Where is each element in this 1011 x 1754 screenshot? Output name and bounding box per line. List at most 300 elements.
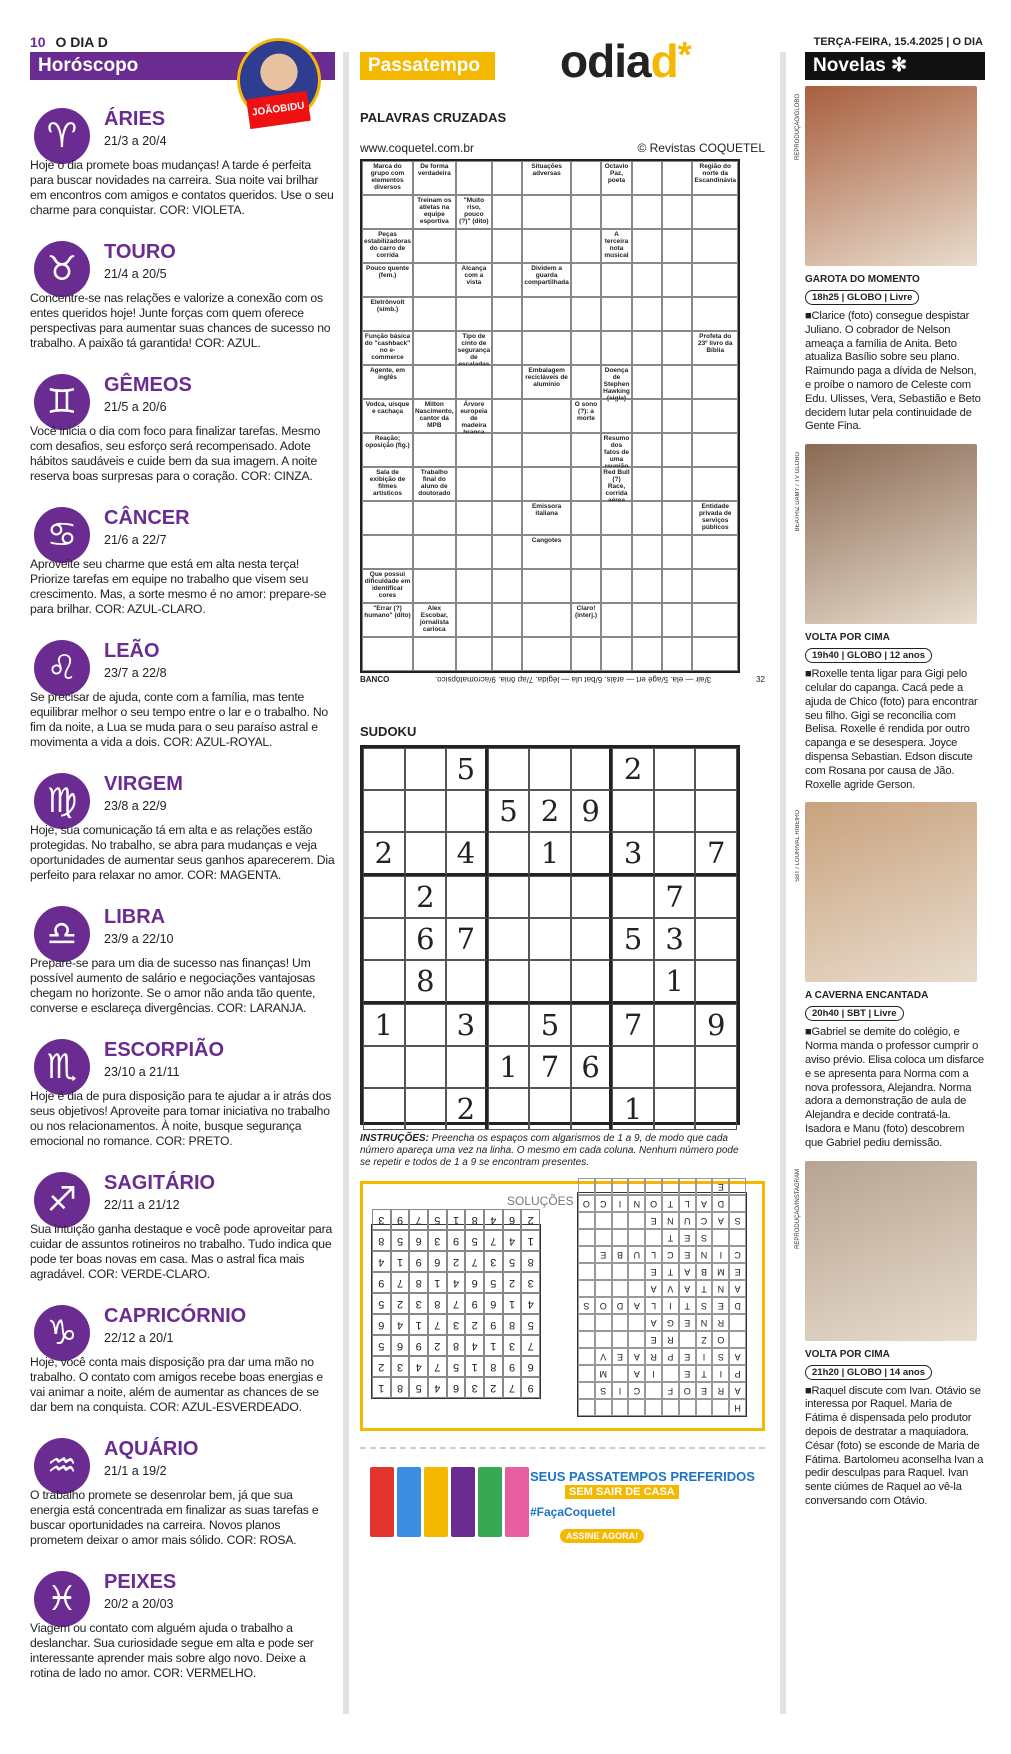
crossword-cell[interactable] — [571, 229, 601, 263]
sudoku-cell[interactable] — [654, 748, 696, 790]
crossword-cell[interactable] — [413, 365, 456, 399]
sudoku-cell[interactable]: 5 — [488, 790, 530, 832]
crossword-footer — [360, 675, 765, 684]
horoscope-sign — [30, 1561, 335, 1694]
crossword-cell[interactable] — [692, 365, 738, 399]
sudoku-cell[interactable] — [612, 1046, 654, 1088]
crossword-cell[interactable] — [601, 297, 632, 331]
solution-cell: 3 — [409, 1293, 428, 1314]
crossword-clue: Resumo dos fatos de uma — [601, 433, 632, 467]
brand-name: O DIA — [952, 36, 983, 48]
sudoku-cell[interactable] — [571, 748, 613, 790]
crossword-grid[interactable] — [360, 159, 740, 673]
sudoku-cell[interactable] — [405, 1046, 447, 1088]
sign-text: Hoje é dia de pura disposição para te ajudar a ir atrás dos seus objetivos! Aproveite para tomar iniciativa no trabalho ou nos relacionamentos. À noite, busque segurança emocional no romance. COR: PRETO. — [30, 1089, 332, 1148]
sudoku-cell[interactable] — [363, 960, 405, 1004]
sudoku-cell[interactable] — [571, 960, 613, 1004]
crossword-cell[interactable] — [662, 569, 692, 603]
sudoku-cell[interactable] — [529, 918, 571, 960]
solution-letter: I — [712, 1246, 729, 1263]
crossword-cell[interactable] — [413, 263, 456, 297]
sudoku-cell[interactable] — [488, 1088, 530, 1130]
solution-letter — [628, 1263, 645, 1280]
sudoku-cell[interactable]: 2 — [363, 832, 405, 876]
crossword-cell[interactable] — [492, 569, 522, 603]
crossword-cell[interactable] — [662, 297, 692, 331]
solution-letter — [662, 1399, 679, 1416]
crossword-cell[interactable] — [571, 263, 601, 297]
sudoku-cell[interactable] — [488, 1004, 530, 1046]
sign-text: Se precisar de ajuda, conte com a família, mas tente equilibrar melhor o seu tempo entre o lar e o trabalho. No fim da noite, a Lua se muda para o seu paraíso astral e movimenta a vida a dois. COR: AZUL-ROYAL. — [30, 690, 328, 749]
sudoku-cell[interactable] — [612, 960, 654, 1004]
section-title: Novelas — [813, 55, 886, 76]
crossword-cell[interactable] — [692, 433, 738, 467]
sudoku-cell[interactable]: 9 — [571, 790, 613, 832]
crossword-cell[interactable] — [662, 603, 692, 637]
solution-cell: 9 — [409, 1251, 428, 1272]
sudoku-cell[interactable]: 4 — [446, 832, 488, 876]
sudoku-grid[interactable] — [360, 745, 740, 1125]
sudoku-cell[interactable]: 5 — [529, 1004, 571, 1046]
crossword-cell[interactable] — [632, 365, 662, 399]
crossword-cell[interactable] — [662, 535, 692, 569]
coquetel-ad[interactable] — [360, 1447, 765, 1557]
magazine-cover — [505, 1467, 529, 1537]
crossword-cell[interactable] — [571, 433, 601, 467]
crossword-cell[interactable] — [692, 399, 738, 433]
solution-letter: A — [628, 1297, 645, 1314]
sudoku-cell[interactable] — [446, 960, 488, 1004]
sudoku-cell[interactable] — [446, 876, 488, 918]
sudoku-cell[interactable] — [529, 1088, 571, 1130]
crossword-cell[interactable] — [522, 195, 570, 229]
crossword-cell[interactable] — [662, 263, 692, 297]
crossword-cell[interactable] — [662, 637, 692, 671]
crossword-cell[interactable] — [632, 535, 662, 569]
sudoku-cell[interactable] — [695, 790, 737, 832]
solution-cell: 2 — [465, 1314, 484, 1335]
crossword-cell[interactable] — [492, 297, 522, 331]
sudoku-cell[interactable] — [654, 1004, 696, 1046]
solution-letter: E — [679, 1314, 696, 1331]
sudoku-cell[interactable]: 1 — [612, 1088, 654, 1130]
solution-letter: A — [628, 1365, 645, 1382]
sudoku-cell[interactable]: 3 — [654, 918, 696, 960]
crossword-cell[interactable] — [632, 297, 662, 331]
crossword-cell[interactable] — [692, 263, 738, 297]
sudoku-cell[interactable] — [446, 790, 488, 832]
sudoku-cell[interactable]: 2 — [405, 876, 447, 918]
solution-letter: O — [712, 1331, 729, 1348]
solution-cell: 6 — [372, 1314, 391, 1335]
sudoku-cell[interactable]: 5 — [446, 748, 488, 790]
crossword-cell[interactable] — [662, 501, 692, 535]
novela-photo — [805, 1161, 977, 1341]
solution-letter: E — [679, 1229, 696, 1246]
crossword-cell[interactable] — [692, 297, 738, 331]
sudoku-cell[interactable]: 3 — [612, 832, 654, 876]
sudoku-cell[interactable] — [405, 1004, 447, 1046]
crossword-cell[interactable] — [492, 399, 522, 433]
solution-letter: O — [578, 1195, 595, 1212]
crossword-cell[interactable] — [601, 603, 632, 637]
crossword-cell[interactable] — [632, 263, 662, 297]
solution-letter: A — [679, 1280, 696, 1297]
solution-cell: 3 — [391, 1356, 410, 1377]
solution-letter: O — [679, 1382, 696, 1399]
sudoku-cell[interactable] — [488, 960, 530, 1004]
sudoku-cell[interactable] — [488, 918, 530, 960]
solution-letter: U — [679, 1212, 696, 1229]
crossword-cell[interactable] — [601, 535, 632, 569]
solution-cell: 3 — [372, 1209, 391, 1230]
crossword-cell[interactable] — [632, 399, 662, 433]
sudoku-cell[interactable]: 3 — [446, 1004, 488, 1046]
crossword-cell[interactable] — [522, 229, 570, 263]
sudoku-cell[interactable] — [612, 876, 654, 918]
sudoku-cell[interactable] — [363, 1046, 405, 1088]
crossword-cell[interactable] — [492, 263, 522, 297]
crossword-cell[interactable] — [456, 161, 493, 195]
sudoku-cell[interactable] — [529, 876, 571, 918]
crossword-cell[interactable] — [492, 365, 522, 399]
crossword-cell[interactable] — [413, 433, 456, 467]
solution-cell: 2 — [521, 1209, 540, 1230]
sign-text: Viagem ou contato com alguém ajuda o trabalho a deslanchar. Sua curiosidade segue em alta e pode ser interessante aprender mais sobre algo novo. Deixe a rotina de lado no amor. COR: VERMELHO. — [30, 1621, 314, 1680]
solution-cell: 7 — [428, 1314, 447, 1335]
solution-cell: 3 — [447, 1314, 466, 1335]
crossword-cell[interactable] — [522, 297, 570, 331]
sudoku-cell[interactable] — [405, 832, 447, 876]
sudoku-cell[interactable] — [363, 876, 405, 918]
crossword-clue: Tipo de cinto de segurança de escaladas — [457, 333, 491, 368]
crossword-cell[interactable] — [601, 263, 632, 297]
photo-credit: SBT / LOURIVAL RIBEIRO — [795, 810, 801, 883]
sudoku-cell[interactable]: 2 — [529, 790, 571, 832]
column-divider — [343, 52, 349, 1714]
sudoku-cell[interactable]: 7 — [695, 832, 737, 876]
sudoku-cell[interactable] — [446, 1046, 488, 1088]
crossword-cell[interactable] — [492, 195, 522, 229]
crossword-cell[interactable] — [571, 161, 601, 195]
crossword-cell[interactable] — [662, 229, 692, 263]
crossword-cell[interactable] — [492, 467, 522, 501]
crossword-cell[interactable] — [456, 637, 493, 671]
sudoku-cell[interactable] — [405, 1088, 447, 1130]
crossword-cell[interactable] — [456, 501, 493, 535]
sudoku-cell[interactable] — [654, 1088, 696, 1130]
solution-letter: T — [679, 1297, 696, 1314]
novela-title: A CAVERNA ENCANTADA — [805, 990, 929, 1002]
crossword-cell[interactable] — [413, 569, 456, 603]
sudoku-cell[interactable] — [488, 748, 530, 790]
crossword-cell[interactable] — [601, 331, 632, 365]
sudoku-cell[interactable]: 6 — [405, 918, 447, 960]
sudoku-cell[interactable] — [654, 790, 696, 832]
sudoku-cell[interactable]: 7 — [529, 1046, 571, 1088]
solution-letter: E — [679, 1348, 696, 1365]
crossword-cell[interactable] — [456, 569, 493, 603]
crossword-cell[interactable] — [632, 433, 662, 467]
sudoku-cell[interactable]: 7 — [654, 876, 696, 918]
solution-letter: G — [662, 1314, 679, 1331]
crossword-cell[interactable] — [692, 195, 738, 229]
sudoku-cell[interactable]: 9 — [695, 1004, 737, 1046]
horoscope-sign — [30, 896, 335, 1029]
solution-cell: 2 — [428, 1335, 447, 1356]
sudoku-cell[interactable] — [488, 876, 530, 918]
crossword-cell[interactable] — [601, 569, 632, 603]
crossword-cell[interactable] — [601, 399, 632, 433]
sudoku-cell[interactable] — [571, 918, 613, 960]
zodiac-icon: ♋ — [34, 507, 90, 563]
asterisk-icon: ✻ — [891, 55, 908, 76]
crossword-cell[interactable] — [632, 229, 662, 263]
sudoku-cell[interactable]: 1 — [529, 832, 571, 876]
crossword-cell[interactable] — [522, 433, 570, 467]
crossword-cell[interactable] — [662, 399, 692, 433]
crossword-cell[interactable] — [571, 569, 601, 603]
sudoku-cell[interactable] — [363, 918, 405, 960]
crossword-cell[interactable] — [692, 467, 738, 501]
novela-schedule: 18h25 | GLOBO | Livre — [805, 290, 919, 305]
zodiac-icon: ♌ — [34, 640, 90, 696]
odiad-logo: odiad* — [560, 34, 691, 87]
solution-letter: I — [612, 1382, 629, 1399]
solution-cell: 4 — [447, 1272, 466, 1293]
crossword-cell[interactable] — [456, 603, 493, 637]
sudoku-cell[interactable]: 6 — [571, 1046, 613, 1088]
crossword-cell[interactable] — [571, 331, 601, 365]
crossword-cell[interactable] — [456, 535, 493, 569]
solution-letter — [578, 1382, 595, 1399]
crossword-cell[interactable] — [456, 433, 493, 467]
solution-cell: 4 — [428, 1377, 447, 1398]
horoscope-sign — [30, 497, 335, 630]
solution-cell: 8 — [484, 1356, 503, 1377]
crossword-cell[interactable] — [662, 433, 692, 467]
crossword-cell[interactable] — [492, 637, 522, 671]
sudoku-cell[interactable]: 2 — [446, 1088, 488, 1130]
crossword-cell[interactable] — [632, 331, 662, 365]
solution-letter: I — [645, 1365, 662, 1382]
crossword-cell[interactable] — [522, 637, 570, 671]
sudoku-cell[interactable] — [695, 1046, 737, 1088]
sudoku-cell[interactable] — [695, 960, 737, 1004]
novela-summary: ■Roxelle tenta ligar para Gigi pelo celular do capanga. Cacá pede a ajuda de Chico (foto) para encontrar seu filho. Gigi se reconcilia com Belisa. Roxelle é rendida por outro capanga e se desespera. Joyce dispensa Sebastian. Edson discute com Rosana por causa de Jão. Roxelle agride Gerson. — [805, 668, 978, 791]
solution-letter — [696, 1178, 713, 1195]
crossword-cell[interactable] — [413, 637, 456, 671]
solution-cell: 1 — [391, 1251, 410, 1272]
solution-letter: M — [595, 1365, 612, 1382]
solution-cell: 4 — [521, 1293, 540, 1314]
sudoku-cell[interactable]: 5 — [612, 918, 654, 960]
crossword-cell[interactable] — [522, 569, 570, 603]
sudoku-cell[interactable]: 1 — [654, 960, 696, 1004]
crossword-clue: Profeta do 23º livro da Bíblia — [692, 331, 738, 365]
crossword-cell[interactable] — [632, 569, 662, 603]
crossword-cell[interactable] — [601, 637, 632, 671]
crossword-clue: Reação; oposição (fig.) — [362, 433, 413, 467]
solution-cell: 7 — [484, 1230, 503, 1251]
crossword-cell[interactable] — [413, 535, 456, 569]
sudoku-cell[interactable]: 7 — [612, 1004, 654, 1046]
crossword-cell[interactable] — [362, 637, 413, 671]
zodiac-icon: ♈ — [34, 108, 90, 164]
sudoku-cell[interactable] — [363, 748, 405, 790]
crossword-cell[interactable] — [522, 603, 570, 637]
sudoku-cell[interactable] — [695, 876, 737, 918]
crossword-cell[interactable] — [692, 535, 738, 569]
crossword-cell[interactable] — [362, 535, 413, 569]
crossword-cell[interactable] — [571, 467, 601, 501]
crossword-cell[interactable] — [692, 637, 738, 671]
sign-text: Sua intuição ganha destaque e você pode aproveitar para cuidar de assuntos rotineiros no trabalho. Tudo indica que pode ter boas novas em casa. Mas o astral fica mais agradável. COR: VERDE-CLARO. — [30, 1222, 333, 1281]
solution-cell: 7 — [521, 1335, 540, 1356]
crossword-cell[interactable] — [571, 637, 601, 671]
solution-letter: O — [595, 1297, 612, 1314]
sudoku-cell[interactable] — [488, 832, 530, 876]
sudoku-cell[interactable] — [571, 1088, 613, 1130]
crossword-cell[interactable] — [492, 501, 522, 535]
sudoku-cell[interactable]: 7 — [446, 918, 488, 960]
sudoku-cell[interactable] — [695, 1088, 737, 1130]
crossword-cell[interactable] — [492, 331, 522, 365]
crossword-clue: Entidade privada de serviços públicos — [692, 501, 738, 535]
crossword-cell[interactable] — [456, 365, 493, 399]
sudoku-cell[interactable] — [654, 1046, 696, 1088]
solution-cell: 4 — [484, 1209, 503, 1230]
subscribe-button[interactable]: ASSINE AGORA! — [560, 1529, 644, 1543]
sudoku-cell[interactable]: 1 — [488, 1046, 530, 1088]
horoscope-sign — [30, 1029, 335, 1162]
sudoku-cell[interactable] — [695, 748, 737, 790]
sudoku-cell[interactable] — [529, 748, 571, 790]
crossword-clue: A terceira nota musical — [601, 229, 632, 263]
horoscope-sign — [30, 1295, 335, 1428]
sudoku-cell[interactable] — [612, 790, 654, 832]
horoscope-sign — [30, 1428, 335, 1561]
crossword-clue: O sono (?): a morte — [571, 399, 601, 433]
crossword-cell[interactable] — [632, 195, 662, 229]
horoscope-sign — [30, 231, 335, 364]
solution-letter — [595, 1280, 612, 1297]
solution-cell: 2 — [447, 1251, 466, 1272]
sudoku-cell[interactable] — [571, 1004, 613, 1046]
solution-cell: 1 — [503, 1293, 522, 1314]
solution-cell: 2 — [372, 1356, 391, 1377]
crossword-cell[interactable] — [492, 535, 522, 569]
crossword-cell[interactable] — [662, 365, 692, 399]
crossword-cell[interactable] — [413, 331, 456, 365]
crossword-cell[interactable] — [571, 501, 601, 535]
sudoku-cell[interactable] — [571, 876, 613, 918]
crossword-cell[interactable] — [632, 467, 662, 501]
crossword-clue: Árvore europeia de madeira branca — [456, 399, 493, 433]
crossword-cell[interactable] — [456, 467, 493, 501]
solution-letter: H — [729, 1399, 746, 1416]
crossword-cell[interactable] — [492, 229, 522, 263]
crossword-cell[interactable] — [692, 603, 738, 637]
crossword-cell[interactable] — [362, 195, 413, 229]
sudoku-solution-grid — [371, 1214, 541, 1399]
crossword-cell[interactable] — [601, 195, 632, 229]
sudoku-cell[interactable] — [695, 918, 737, 960]
solution-letter — [628, 1280, 645, 1297]
solution-letter — [578, 1280, 595, 1297]
crossword-cell[interactable] — [522, 467, 570, 501]
crossword-clue: Vodca, uísque e cachaça — [362, 399, 413, 433]
crossword-cell[interactable] — [632, 603, 662, 637]
crossword-cell[interactable] — [662, 161, 692, 195]
crossword-cell[interactable] — [632, 161, 662, 195]
crossword-cell[interactable] — [492, 161, 522, 195]
sudoku-cell[interactable]: 1 — [363, 1004, 405, 1046]
crossword-cell[interactable] — [522, 331, 570, 365]
solution-letter: T — [662, 1263, 679, 1280]
crossword-cell[interactable] — [413, 229, 456, 263]
solution-letter: M — [712, 1263, 729, 1280]
crossword-cell[interactable] — [492, 433, 522, 467]
section-header-novelas — [805, 52, 985, 80]
solution-letter: I — [662, 1297, 679, 1314]
solution-letter: O — [645, 1195, 662, 1212]
sudoku-cell[interactable]: 2 — [612, 748, 654, 790]
crossword-cell[interactable] — [413, 297, 456, 331]
solution-letter — [578, 1246, 595, 1263]
crossword-cell[interactable] — [601, 501, 632, 535]
sudoku-cell[interactable]: 8 — [405, 960, 447, 1004]
crossword-cell[interactable] — [632, 501, 662, 535]
sudoku-cell[interactable] — [529, 960, 571, 1004]
novela-summary: ■Clarice (foto) consegue despistar Juliano. O cobrador de Nelson ameaça a família de Anita. Beto atualiza Basílio sobre seu plano. Raimundo paga a dívida de Nelson, e proíbe o namoro de Celeste com Edu. Ulisses, Vera, Sebastião e Beto decidem lutar pela continuidade de Gente Fina. — [805, 310, 981, 433]
crossword-cell[interactable] — [662, 467, 692, 501]
sudoku-cell[interactable] — [405, 790, 447, 832]
crossword-cell[interactable] — [692, 569, 738, 603]
crossword-cell[interactable] — [571, 195, 601, 229]
crossword-cell[interactable] — [632, 637, 662, 671]
crossword-cell[interactable] — [522, 399, 570, 433]
sudoku-cell[interactable] — [363, 790, 405, 832]
solution-letter — [645, 1178, 662, 1195]
crossword-cell[interactable] — [571, 297, 601, 331]
solution-letter: R — [662, 1331, 679, 1348]
crossword-cell[interactable] — [662, 195, 692, 229]
crossword-cell[interactable] — [662, 331, 692, 365]
crossword-cell[interactable] — [692, 229, 738, 263]
crossword-cell[interactable] — [362, 501, 413, 535]
crossword-cell[interactable] — [456, 297, 493, 331]
sudoku-cell[interactable] — [571, 832, 613, 876]
solution-letter — [628, 1229, 645, 1246]
crossword-cell[interactable] — [571, 535, 601, 569]
sudoku-cell[interactable] — [363, 1088, 405, 1130]
zodiac-icon: ♎ — [34, 906, 90, 962]
solution-letter — [578, 1212, 595, 1229]
sudoku-cell[interactable] — [405, 748, 447, 790]
solution-letter: D — [729, 1297, 746, 1314]
sudoku-cell[interactable] — [654, 832, 696, 876]
solution-letter: B — [696, 1263, 713, 1280]
crossword-cell[interactable] — [456, 229, 493, 263]
crossword-cell[interactable] — [492, 603, 522, 637]
sign-text: O trabalho promete se desenrolar bem, já que sua energia está concentrada em finalizar as suas tarefas e buscar oportunidades na carreira. Novos planos prometem deixar o amor mais sólido. COR: ROSA. — [30, 1488, 319, 1547]
solution-cell: 4 — [503, 1230, 522, 1251]
crossword-cell[interactable] — [413, 501, 456, 535]
crossword-cell[interactable] — [571, 365, 601, 399]
solution-letter — [662, 1178, 679, 1195]
sign-text: Prepare-se para um dia de sucesso nas finanças! Um possível aumento de salário e negociações vantajosas chegam no horizonte. Se o amor não anda tão quente, converse e esclareça divergências. COR: LARANJA. — [30, 956, 316, 1015]
